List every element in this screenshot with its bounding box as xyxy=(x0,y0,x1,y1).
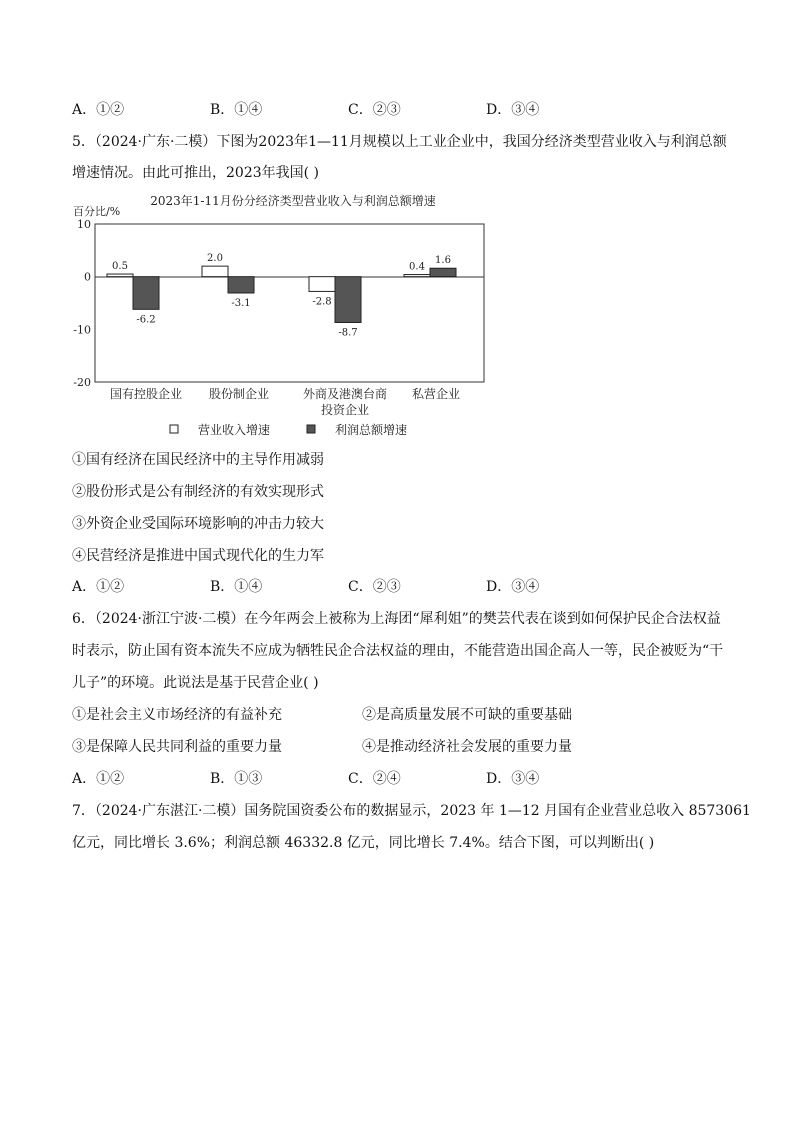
q5-option-b[interactable]: B．①④ xyxy=(210,579,263,595)
x-category-label: 私营企业 xyxy=(411,387,461,401)
q6-statement-4: ④是推动经济社会发展的重要力量 xyxy=(362,739,572,755)
bar-revenue xyxy=(404,275,430,277)
bar-value-label: 2.0 xyxy=(207,253,223,265)
q4-option-a[interactable]: A．①② xyxy=(72,102,125,118)
bar-value-label: 0.5 xyxy=(112,261,128,273)
y-tick-label: -20 xyxy=(73,376,91,389)
bar-revenue xyxy=(309,277,335,292)
q6-option-d[interactable]: D．③④ xyxy=(486,771,540,787)
q6-option-b[interactable]: B．①③ xyxy=(210,771,263,787)
legend-label: 利润总额增速 xyxy=(335,423,408,437)
q5-bar-chart xyxy=(68,188,488,444)
chart-ylabel: 百分比/% xyxy=(73,205,121,218)
q5-statement-2: ②股份形式是公有制经济的有效实现形式 xyxy=(72,484,324,500)
q5-option-a[interactable]: A．①② xyxy=(72,579,125,595)
bar-value-label: -2.8 xyxy=(312,296,332,308)
bar-profit xyxy=(228,277,254,293)
q5-statement-1: ①国有经济在国民经济中的主导作用减弱 xyxy=(72,452,324,468)
q5-stem-line-2: 增速情况。由此可推出，2023年我国( ) xyxy=(72,165,320,181)
q6-stem-line-2: 时表示，防止国有资本流失不应成为牺牲民企合法权益的理由，不能营造出国企高人一等，民企被贬为“干 xyxy=(72,643,724,659)
y-tick-label: 0 xyxy=(84,270,91,284)
q6-options xyxy=(72,769,712,789)
q6-option-c[interactable]: C．②④ xyxy=(348,771,401,787)
bar-value-label: 0.4 xyxy=(409,261,425,273)
y-tick-label: -10 xyxy=(73,323,91,337)
q4-option-b[interactable]: B．①④ xyxy=(210,102,263,118)
legend-swatch xyxy=(170,425,178,433)
q5-option-c[interactable]: C．②③ xyxy=(348,579,401,595)
bar-value-label: -8.7 xyxy=(338,327,358,339)
bar-revenue xyxy=(107,274,133,277)
q6-option-a[interactable]: A．①② xyxy=(72,771,125,787)
chart-title: 2023年1-11月份分经济类型营业收入与利润总额增速 xyxy=(150,194,436,208)
legend-label: 营业收入增速 xyxy=(198,423,271,437)
q6-stem-line-1: 6．（2024·浙江宁波·二模）在今年两会上被称为上海团“犀利姐”的樊芸代表在谈到如何保护民企合法权益 xyxy=(72,611,721,627)
x-category-label: 股份制企业 xyxy=(208,387,270,401)
x-category-label-line2: 投资企业 xyxy=(320,403,370,417)
bar-value-label: -6.2 xyxy=(136,314,156,326)
q5-stem-line-1: 5．（2024·广东·二模）下图为2023年1—11月规模以上工业企业中，我国分经济类型营业收入与利润总额 xyxy=(72,134,727,150)
q4-options xyxy=(72,100,712,120)
q6-statement-3: ③是保障人民共同利益的重要力量 xyxy=(72,739,282,755)
q5-statement-3: ③外资企业受国际环境影响的冲击力较大 xyxy=(72,516,324,532)
bar-profit xyxy=(335,277,361,323)
y-tick-label: 10 xyxy=(77,218,91,231)
q6-stem-line-3: 儿子”的环境。此说法是基于民营企业( ) xyxy=(72,675,319,691)
bar-revenue xyxy=(202,266,228,277)
bar-value-label: -3.1 xyxy=(231,297,251,309)
bar-profit xyxy=(133,277,159,310)
q6-statement-1: ①是社会主义市场经济的有益补充 xyxy=(72,707,282,723)
x-category-label: 国有控股企业 xyxy=(109,387,183,401)
x-category-label: 外商及港澳台商 xyxy=(302,387,388,401)
q7-stem-line-2: 亿元，同比增长 3.6%；利润总额 46332.8 亿元，同比增长 7.4%。结合下图，可以判断出( ) xyxy=(72,835,655,851)
q5-option-d[interactable]: D．③④ xyxy=(486,579,540,595)
q4-option-c[interactable]: C．②③ xyxy=(348,102,401,118)
q4-option-d[interactable]: D．③④ xyxy=(486,102,540,118)
q5-statement-4: ④民营经济是推进中国式现代化的生力军 xyxy=(72,548,324,564)
q6-statement-2: ②是高质量发展不可缺的重要基础 xyxy=(362,707,572,723)
legend-swatch xyxy=(307,425,315,433)
q5-options xyxy=(72,577,712,597)
q7-stem-line-1: 7．（2024·广东湛江·二模）国务院国资委公布的数据显示，2023 年 1—12 月国有企业营业总收入 8573061 xyxy=(72,803,751,819)
bar-value-label: 1.6 xyxy=(435,255,451,267)
bar-profit xyxy=(430,268,456,276)
